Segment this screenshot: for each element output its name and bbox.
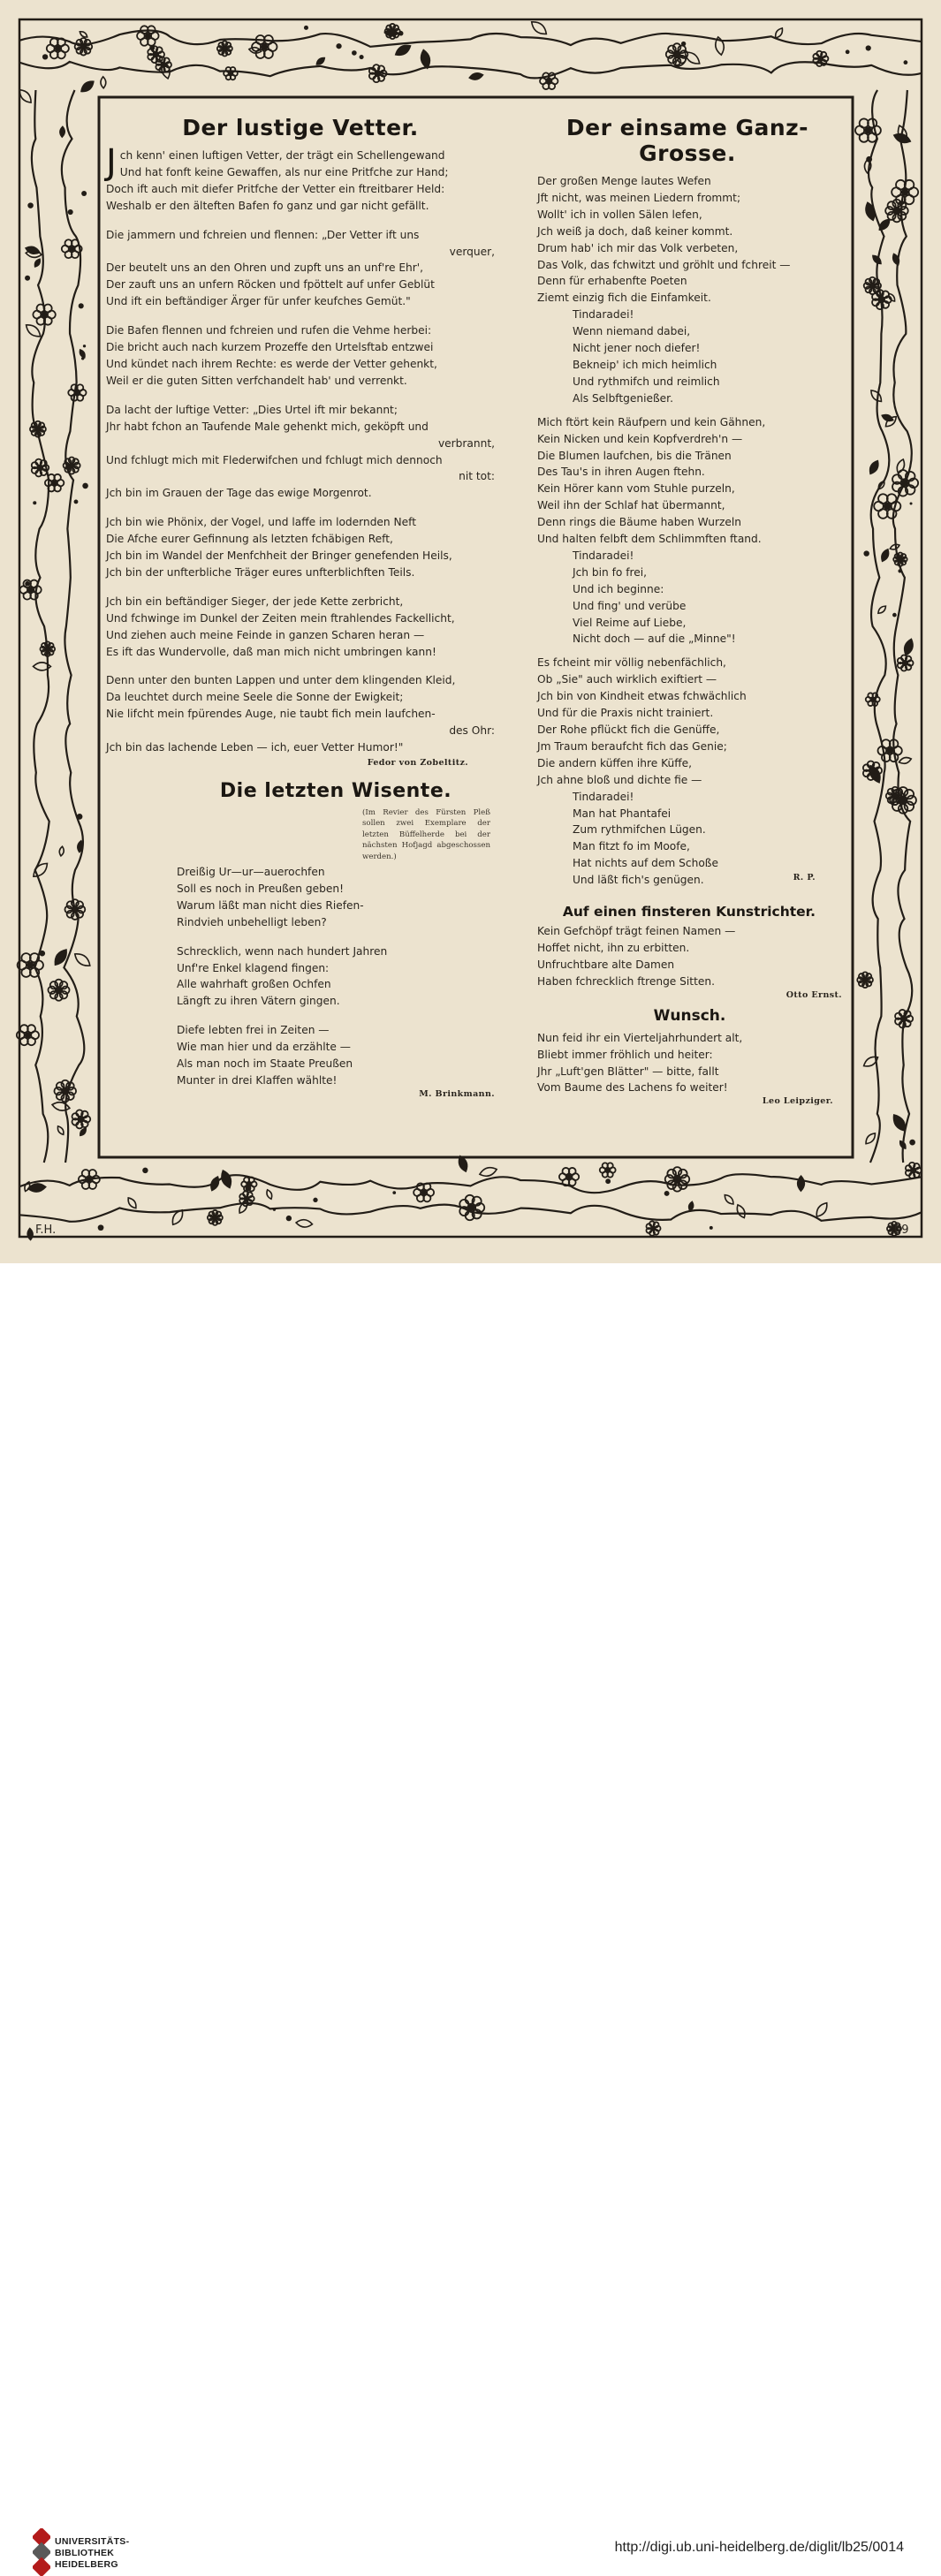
page-number: 09 xyxy=(894,1224,909,1237)
verse-line: Man hat Phantafei xyxy=(573,807,672,820)
dot-ornament xyxy=(79,303,84,308)
verse-line: Und für die Praxis nicht trainiert. xyxy=(537,707,714,720)
dot-ornament xyxy=(98,1224,104,1231)
flower-ornament xyxy=(79,1170,100,1189)
poem-title: Der einsame Ganz-Grosse. xyxy=(565,115,809,166)
leaf-ornament xyxy=(27,1228,34,1239)
flower-ornament xyxy=(866,693,880,706)
flower-ornament xyxy=(813,51,828,66)
verse-line: Jhr habt fchon an Taufende Male gehenkt mich, geköpft und xyxy=(106,420,429,433)
verse-line: Hat nichts auf dem Schoße xyxy=(573,857,718,870)
dot-ornament xyxy=(892,613,897,617)
verse-line: Und halten felbft dem Schlimmften ftand. xyxy=(537,533,762,546)
verse-line: Drum hab' ich mir das Volk verbeten, xyxy=(537,241,739,254)
verse-line: Nicht doch — auf die „Minne"! xyxy=(573,633,736,646)
editorial-note: (Im Revier des Fürsten Pleß sollen zwei Exemplare der letzten Büffelherde bei der nächsten Hofjagd abgeschossen werden.) xyxy=(362,808,490,861)
library-logo-icon xyxy=(33,2528,50,2576)
verse-line: Doch ift auch mit diefer Pritfche der Vetter ein ftreitbarer Held: xyxy=(106,182,445,195)
library-logo-text: UNIVERSITÄTS- BIBLIOTHEK HEIDELBERG xyxy=(55,2536,130,2570)
verse-line: Des Tau's in ihren Augen ftehn. xyxy=(537,466,705,479)
flower-ornament xyxy=(33,305,55,325)
verse-line: Vom Baume des Lachens fo weiter! xyxy=(537,1081,728,1095)
text-area xyxy=(106,102,842,1391)
verse-line: Jch bin fo frei, xyxy=(573,565,648,579)
leaf-ornament xyxy=(889,543,899,551)
poem-title-kunstrichter: Auf einen finsteren Kunstrichter. xyxy=(562,904,816,921)
verse-line: Soll es noch in Preußen geben! xyxy=(177,882,344,895)
verse-line: Die andern küffen ihre Küffe, xyxy=(537,756,692,769)
flower-ornament xyxy=(895,1010,913,1027)
verse-line: Mich ftört kein Räufpern und kein Gähnen, xyxy=(537,415,766,428)
verse-line: Kein Gefchöpf trägt feinen Namen — xyxy=(537,925,736,938)
leaf-ornament xyxy=(876,604,887,615)
leaf-ornament xyxy=(60,126,65,137)
stanza-gap xyxy=(106,502,495,514)
verse-line: Jch bin wie Phönix, der Vogel, und laffe im lodernden Neft xyxy=(106,516,416,529)
dot-ornament xyxy=(846,49,850,54)
leaf-ornament xyxy=(27,1183,46,1193)
permalink-url[interactable]: http://digi.ub.uni-heidelberg.de/diglit/lb25/0014 xyxy=(614,2540,904,2555)
leaf-ornament xyxy=(51,1101,71,1112)
vine-stem xyxy=(893,90,912,1163)
verse-line: Nie lifcht mein fpürendes Auge, nie taubt fich mein laufchen- xyxy=(106,708,436,721)
dot-ornament xyxy=(909,1140,915,1146)
leaf-ornament xyxy=(79,349,87,359)
flower-ornament xyxy=(892,470,918,496)
verse-line: Diefe lebten frei in Zeiten — xyxy=(177,1024,330,1037)
verse-line: Jch bin der unfterbliche Träger eures unfterblichften Teils. xyxy=(106,565,415,579)
verse-line: Und kündet nach ihrem Rechte: es werde der Vetter gehenkt, xyxy=(106,357,437,370)
dot-ornament xyxy=(352,50,357,56)
verse-line: Nun feid ihr ein Vierteljahrhundert alt, xyxy=(537,1031,743,1044)
verse-line: Es fcheint mir völlig nebenfächlich, xyxy=(537,656,726,670)
dot-ornament xyxy=(898,569,901,572)
verse-line: Wenn niemand dabei, xyxy=(573,325,691,338)
verse-line: Unf're Enkel klagend fingen: xyxy=(177,961,330,974)
flower-ornament xyxy=(893,553,907,566)
leaf-ornament xyxy=(773,27,784,39)
flower-ornament xyxy=(906,1163,922,1178)
dot-ornament xyxy=(866,45,871,50)
flower-ornament xyxy=(224,67,238,80)
verse-line: nit tot: xyxy=(459,470,495,483)
flower-ornament xyxy=(874,494,900,519)
verse-line: Da leuchtet durch meine Seele die Sonne der Ewigkeit; xyxy=(106,691,404,704)
flower-ornament xyxy=(878,739,902,761)
flower-ornament xyxy=(855,118,881,141)
dot-ornament xyxy=(910,503,913,505)
verse-line: Tindaradei! xyxy=(573,790,634,803)
verse-line: Als Selbftgenießer. xyxy=(573,391,673,405)
flower-ornament xyxy=(75,38,93,56)
verse-line: Längft zu ihren Vätern gingen. xyxy=(177,995,340,1008)
dot-ornament xyxy=(336,43,341,49)
dot-ornament xyxy=(863,550,869,556)
leaf-ornament xyxy=(863,1132,877,1146)
dot-ornament xyxy=(33,501,36,504)
verse-line: Wie man hier und da erzählte — xyxy=(177,1041,351,1054)
flower-ornament xyxy=(68,384,86,401)
verse-line: Viel Reime auf Liebe, xyxy=(573,616,687,629)
right-column xyxy=(537,102,842,1106)
verse-line: Jhr „Luft'gen Blätter" — bitte, fallt xyxy=(537,1064,719,1078)
verse-line: Jft nicht, was meinen Liedern frommt; xyxy=(537,191,741,204)
verse-line: Jch bin das lachende Leben — ich, euer Vetter Humor!" xyxy=(106,741,404,754)
leaf-ornament xyxy=(869,388,884,404)
verse-line: Und fing' und verübe xyxy=(573,599,687,612)
verse-line: Jm Traum beraufcht fich das Genie; xyxy=(537,739,727,753)
verse-line: Jch bin ein beftändiger Sieger, der jede Kette zerbricht, xyxy=(106,595,404,608)
verse-line: Da lacht der luftige Vetter: „Dies Urtel ift mir bekannt; xyxy=(106,403,398,416)
verse-line: Und fchwinge im Dunkel der Zeiten mein ftrahlendes Fackellicht, xyxy=(106,611,455,625)
dot-ornament xyxy=(81,191,87,196)
leaf-ornament xyxy=(34,258,42,268)
poem-body-ganz-grosse xyxy=(537,173,842,889)
verse-line: Bekneip' ich mich heimlich xyxy=(573,358,717,371)
footer-bar xyxy=(0,1263,941,2570)
verse-line: Und ich beginne: xyxy=(573,582,664,595)
verse-line: Wollt' ich in vollen Sälen lefen, xyxy=(537,208,702,221)
stanza-gap xyxy=(106,390,495,402)
leaf-ornament xyxy=(880,548,891,562)
leaf-ornament xyxy=(59,846,65,856)
poem-author: R. P. xyxy=(793,873,816,883)
verse-line: Die bricht auch nach kurzem Prozeffe den Urtelsftab entzwei xyxy=(106,341,434,354)
flower-ornament xyxy=(540,72,558,89)
poem-author: M. Brinkmann. xyxy=(419,1088,495,1099)
verse-line: Denn unter den bunten Lappen und unter dem klingenden Kleid, xyxy=(106,674,456,687)
verse-line: Und hat fonft keine Gewaffen, als nur eine Pritfche zur Hand; xyxy=(119,165,449,178)
dot-ornament xyxy=(25,276,30,281)
leaf-ornament xyxy=(863,201,876,222)
leaf-ornament xyxy=(899,1140,907,1149)
verse-line: Und ift ein beftändiger Ärger für unfer keufches Gemüt." xyxy=(106,295,411,308)
verse-line: Tindaradei! xyxy=(573,549,634,562)
dot-ornament xyxy=(68,209,73,215)
dot-ornament xyxy=(25,581,30,587)
flower-ornament xyxy=(47,38,69,58)
leaf-ornament xyxy=(315,57,326,66)
flower-ornament xyxy=(137,26,159,45)
dot-ornament xyxy=(74,500,79,504)
verse-line: Jch weiß ja doch, daß keiner kommt. xyxy=(537,224,733,238)
flower-ornament xyxy=(48,980,69,1001)
verse-line: Haben fchrecklich ftrenge Sitten. xyxy=(537,974,715,988)
dot-ornament xyxy=(39,951,45,957)
dot-ornament xyxy=(904,60,908,64)
poem-body-wunsch xyxy=(537,1030,842,1097)
verse-line: Man fitzt fo im Moofe, xyxy=(573,840,690,853)
verse-line: Der Rohe pflückt fich die Genüffe, xyxy=(537,724,720,736)
verse-line: Weshalb er den älteften Bafen fo ganz und gar nicht gefällt. xyxy=(106,199,429,212)
verse-line: Die jammern und fchreien und flennen: „Der Vetter ift uns xyxy=(106,228,420,241)
signature-mark: F.H. xyxy=(35,1224,57,1237)
verse-line: Der großen Menge lautes Wefen xyxy=(537,175,711,187)
verse-line: Und rythmifch und reimlich xyxy=(573,375,720,388)
verse-line: Tindaradei! xyxy=(573,308,634,322)
poem-author: Otto Ernst. xyxy=(785,989,842,1000)
verse-line: Munter in drei Klaffen wählte! xyxy=(177,1074,338,1087)
flower-ornament xyxy=(857,972,873,988)
leaf-ornament xyxy=(56,1125,65,1136)
stanza-gap xyxy=(106,215,495,227)
flower-ornament xyxy=(65,899,85,920)
leaf-ornament xyxy=(895,458,907,474)
dot-ornament xyxy=(42,54,48,59)
verse-line: Nicht jener noch diefer! xyxy=(573,342,701,355)
verse-line: Bliebt immer fröhlich und heiter: xyxy=(537,1048,713,1061)
leaf-ornament xyxy=(31,860,50,880)
dot-ornament xyxy=(82,483,88,489)
verse-line: Jch bin im Grauen der Tage das ewige Morgenrot. xyxy=(106,487,372,500)
verse-line: Und fchlugt mich mit Flederwifchen und fchlugt mich dennoch xyxy=(106,453,443,466)
page-scan xyxy=(0,0,941,1263)
poem-title-wisente: Die letzten Wisente. xyxy=(219,780,452,802)
verse-line: Jch bin von Kindheit etwas fchwächlich xyxy=(537,690,747,703)
verse-line: Es ift das Wundervolle, daß man mich nicht umbringen kann! xyxy=(106,645,436,658)
left-column xyxy=(106,102,495,1099)
dot-ornament xyxy=(65,465,71,470)
dot-ornament xyxy=(83,345,86,347)
verse-line: Als man noch im Staate Preußen xyxy=(177,1057,353,1071)
verse-line: Der beutelt uns an den Ohren und zupft uns an unf're Ehr', xyxy=(106,261,424,275)
verse-line: Kein Nicken und kein Kopfverdreh'n — xyxy=(537,432,743,445)
verse-line: verbrannt, xyxy=(437,436,495,450)
flower-ornament xyxy=(217,41,232,56)
leaf-ornament xyxy=(902,638,914,656)
leaf-ornament xyxy=(469,72,484,80)
dot-ornament xyxy=(304,26,308,30)
poem-title: Der lustige Vetter. xyxy=(182,115,419,140)
leaf-ornament xyxy=(868,459,881,475)
verse-line: Die Afche eurer Gefinnung als letzten fchäbigen Reft, xyxy=(106,533,393,546)
verse-line: Weil ihn der Schlaf hat übermannt, xyxy=(537,499,725,512)
stanza-gap xyxy=(106,660,495,672)
verse-text: ch kenn' einen luftigen Vetter, der trägt ein Schellengewand xyxy=(119,149,445,162)
flower-ornament xyxy=(20,580,42,600)
vine-stem xyxy=(869,90,889,1163)
verse-line: Warum läßt man nicht dies Riefen- xyxy=(177,898,364,912)
verse-line: des Ohr: xyxy=(449,724,495,738)
poem-body-lustige-vetter xyxy=(106,142,495,756)
verse-line: Dreißig Ur—ur—auerochfen xyxy=(177,866,325,879)
leaf-ornament xyxy=(529,19,550,37)
flower-ornament xyxy=(898,655,914,671)
leaf-ornament xyxy=(79,30,88,39)
poem-author: Leo Leipziger. xyxy=(762,1096,833,1107)
verse-line: Die Bafen flennen und fchreien und rufen die Vehme herbei: xyxy=(106,324,432,337)
leaf-ornament xyxy=(892,132,912,145)
verse-line: Jch bin im Wandel der Menfchheit der Bringer genefenden Heils, xyxy=(106,549,452,563)
verse-line: Denn rings die Bäume haben Wurzeln xyxy=(537,516,741,529)
stanza-gap xyxy=(177,931,495,943)
poem-body-wisente xyxy=(177,864,495,1089)
verse-line: Ob „Sie" auch wirklich exiftiert — xyxy=(537,673,717,686)
leaf-ornament xyxy=(899,756,913,765)
verse-line: Der zauft uns an unfern Röcken und fpöttelt auf unfer Geblüt xyxy=(106,278,435,292)
dot-ornament xyxy=(149,45,155,50)
verse-line: Rindvieh unbehelligt leben? xyxy=(177,915,327,928)
flower-ornament xyxy=(54,1080,76,1102)
flower-ornament xyxy=(18,953,43,977)
dot-ornament xyxy=(360,55,364,59)
stanza-gap xyxy=(537,407,842,414)
poem-title-wunsch: Wunsch. xyxy=(653,1006,726,1025)
verse-line: Ziemt einzig fich die Einfamkeit. xyxy=(537,292,711,305)
poem-author: Fedor von Zobeltitz. xyxy=(367,758,468,768)
drop-cap: J xyxy=(106,142,117,183)
dot-ornament xyxy=(77,814,83,820)
dot-ornament xyxy=(27,202,33,208)
verse-line: Das Volk, das fchwitzt und gröhlt und fchreit — xyxy=(537,258,791,271)
verse-line: Unfruchtbare alte Damen xyxy=(537,958,675,971)
verse-line: Kein Hörer kann vom Stuhle purzeln, xyxy=(537,482,735,496)
stanza-gap xyxy=(537,648,842,655)
verse-line: Schrecklich, wenn nach hundert Jahren xyxy=(177,944,388,958)
dot-ornament xyxy=(59,956,65,961)
verse-line: verquer, xyxy=(449,245,495,258)
flower-ornament xyxy=(892,180,918,204)
flower-ornament xyxy=(72,1110,91,1128)
flower-ornament xyxy=(863,761,882,780)
stanza-gap xyxy=(106,310,495,322)
leaf-ornament xyxy=(101,77,106,88)
leaf-ornament xyxy=(72,951,93,969)
verse-line: Alle wahrhaft großen Ochfen xyxy=(177,978,331,991)
flower-ornament xyxy=(872,290,892,309)
poem-body-kunstrichter xyxy=(537,923,842,990)
leaf-ornament xyxy=(79,79,95,94)
verse-line: Jch ahne bloß und dichte fie — xyxy=(537,773,702,786)
stanza-gap xyxy=(106,581,495,594)
verse-line: Hoffet nicht, ihn zu erbitten. xyxy=(537,941,690,954)
verse-line: Die Blumen laufchen, bis die Tränen xyxy=(537,449,732,462)
verse-line: Und läßt fich's genügen. xyxy=(573,874,704,887)
verse-line: Und ziehen auch meine Feinde in ganzen Scharen heran — xyxy=(106,628,425,641)
verse-line: Weil er die guten Sitten verfchandelt hab' und verrenkt. xyxy=(106,374,407,387)
verse-line: Zum rythmifchen Lügen. xyxy=(573,823,706,837)
verse-line: Denn für erhabenfte Poeten xyxy=(537,275,687,288)
stanza-gap xyxy=(177,1010,495,1022)
